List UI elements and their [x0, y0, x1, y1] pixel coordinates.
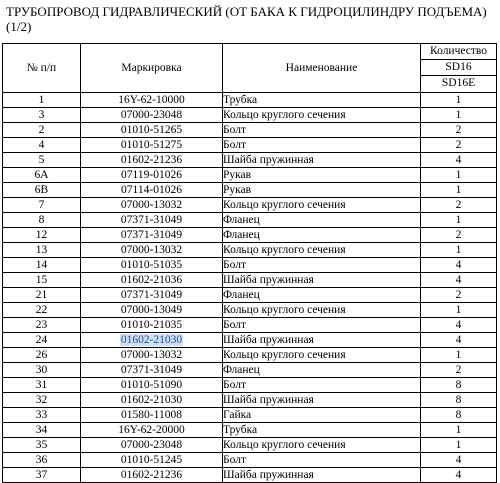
- cell-num: 15: [3, 273, 81, 288]
- cell-mark: 01602-21236: [81, 468, 223, 483]
- cell-name: Болт: [223, 453, 421, 468]
- cell-qty: 4: [421, 318, 497, 333]
- cell-num: 33: [3, 408, 81, 423]
- cell-num: 1: [3, 93, 81, 108]
- cell-qty: 2: [421, 288, 497, 303]
- cell-qty: 1: [421, 348, 497, 363]
- cell-num: 23: [3, 318, 81, 333]
- cell-qty: 8: [421, 393, 497, 408]
- cell-num: 24: [3, 333, 81, 348]
- cell-name: Болт: [223, 123, 421, 138]
- table-row: [3, 108, 497, 123]
- cell-num: 14: [3, 258, 81, 273]
- cell-name: Трубка: [223, 423, 421, 438]
- cell-num: 37: [3, 468, 81, 483]
- cell-mark: 01010-51245: [81, 453, 223, 468]
- cell-qty: 1: [421, 93, 497, 108]
- cell-qty: 1: [421, 423, 497, 438]
- table-row: [3, 123, 497, 138]
- cell-num: 30: [3, 363, 81, 378]
- cell-mark: 07000-13032: [81, 243, 223, 258]
- cell-qty: 2: [421, 198, 497, 213]
- table-row: [3, 468, 497, 483]
- cell-name: Кольцо круглого сечения: [223, 303, 421, 318]
- table-row: [3, 378, 497, 393]
- cell-num: 32: [3, 393, 81, 408]
- cell-name: Фланец: [223, 213, 421, 228]
- table-row: [3, 183, 497, 198]
- cell-qty: 2: [421, 363, 497, 378]
- cell-name: Шайба пружинная: [223, 393, 421, 408]
- table-row: [3, 138, 497, 153]
- cell-mark: 07000-23048: [81, 108, 223, 123]
- header-num: № п/п: [3, 44, 81, 93]
- table-row: [3, 333, 497, 348]
- cell-num: 4: [3, 138, 81, 153]
- cell-mark: [81, 333, 223, 348]
- cell-num: 5: [3, 153, 81, 168]
- cell-num: 3: [3, 108, 81, 123]
- table-row: [3, 168, 497, 183]
- cell-qty: 4: [421, 453, 497, 468]
- table-row: [3, 228, 497, 243]
- table-row: [3, 318, 497, 333]
- cell-name: Фланец: [223, 363, 421, 378]
- table-row: [3, 453, 497, 468]
- cell-name: Кольцо круглого сечения: [223, 348, 421, 363]
- cell-num: 6A: [3, 168, 81, 183]
- cell-qty: 1: [421, 303, 497, 318]
- cell-name: Кольцо круглого сечения: [223, 108, 421, 123]
- cell-num: 2: [3, 123, 81, 138]
- cell-num: 31: [3, 378, 81, 393]
- cell-qty: 1: [421, 243, 497, 258]
- table-row: [3, 348, 497, 363]
- cell-mark: 07371-31049: [81, 363, 223, 378]
- cell-qty: 4: [421, 333, 497, 348]
- cell-mark: 07371-31049: [81, 288, 223, 303]
- cell-mark: 07000-13032: [81, 348, 223, 363]
- header-qty-sd16e: SD16E: [441, 77, 476, 89]
- cell-num: 13: [3, 243, 81, 258]
- cell-qty: 2: [421, 228, 497, 243]
- cell-num: 34: [3, 423, 81, 438]
- cell-mark: 07000-13049: [81, 303, 223, 318]
- table-row: [3, 423, 497, 438]
- cell-qty: 4: [421, 153, 497, 168]
- cell-num: 22: [3, 303, 81, 318]
- cell-qty: 1: [421, 183, 497, 198]
- cell-qty: 1: [421, 213, 497, 228]
- cell-mark: 01010-51275: [81, 138, 223, 153]
- table-row: [3, 93, 497, 108]
- cell-mark: 01010-21035: [81, 318, 223, 333]
- table-row: [3, 408, 497, 423]
- table-row: [3, 303, 497, 318]
- cell-name: Кольцо круглого сечения: [223, 243, 421, 258]
- cell-name: Кольцо круглого сечения: [223, 198, 421, 213]
- header-qty-label: Количество: [421, 44, 496, 60]
- cell-mark: 01010-51035: [81, 258, 223, 273]
- cell-name: Рукав: [223, 168, 421, 183]
- cell-qty: 4: [421, 273, 497, 288]
- cell-name: Фланец: [223, 228, 421, 243]
- cell-name: Рукав: [223, 183, 421, 198]
- cell-mark: 01602-21236: [81, 153, 223, 168]
- cell-mark: 01602-21036: [81, 273, 223, 288]
- header-qty-sd16: SD16: [421, 60, 496, 76]
- cell-mark: 07114-01026: [81, 183, 223, 198]
- document-title: [6, 4, 498, 34]
- table-row: [3, 153, 497, 168]
- cell-mark: 16Y-62-10000: [81, 93, 223, 108]
- parts-table: [2, 43, 497, 483]
- title-line-1: ТРУБОПРОВОД ГИДРАВЛИЧЕСКИЙ (ОТ БАКА К ГИДРОЦИЛИНДРУ ПОДЪЕМА): [6, 4, 487, 19]
- table-row: [3, 393, 497, 408]
- table-row: [3, 288, 497, 303]
- table-row: [3, 198, 497, 213]
- header-qty: [421, 44, 497, 93]
- cell-mark: 07000-13032: [81, 198, 223, 213]
- cell-mark: 07371-31049: [81, 228, 223, 243]
- cell-name: Трубка: [223, 93, 421, 108]
- cell-name: Болт: [223, 138, 421, 153]
- cell-qty: 2: [421, 138, 497, 153]
- highlighted-part-number: 01602-21030: [120, 334, 183, 346]
- cell-num: 35: [3, 438, 81, 453]
- table-row: [3, 273, 497, 288]
- cell-mark: 16Y-62-20000: [81, 423, 223, 438]
- cell-qty: 8: [421, 408, 497, 423]
- cell-mark: 01010-51090: [81, 378, 223, 393]
- table-row: [3, 258, 497, 273]
- cell-num: 12: [3, 228, 81, 243]
- header-name: Наименование: [223, 44, 421, 93]
- cell-num: 21: [3, 288, 81, 303]
- table-row: [3, 363, 497, 378]
- table-body: [3, 93, 497, 483]
- cell-name: Шайба пружинная: [223, 273, 421, 288]
- cell-qty: 4: [421, 468, 497, 483]
- cell-num: 26: [3, 348, 81, 363]
- title-line-2: (1/2): [6, 19, 32, 34]
- cell-num: 36: [3, 453, 81, 468]
- cell-num: 7: [3, 198, 81, 213]
- cell-name: Шайба пружинная: [223, 468, 421, 483]
- cell-num: 8: [3, 213, 81, 228]
- cell-qty: 2: [421, 123, 497, 138]
- cell-mark: 07000-23048: [81, 438, 223, 453]
- cell-name: Болт: [223, 378, 421, 393]
- table-row: [3, 438, 497, 453]
- cell-name: Болт: [223, 258, 421, 273]
- cell-mark: 07371-31049: [81, 213, 223, 228]
- cell-name: Кольцо круглого сечения: [223, 438, 421, 453]
- cell-num: 6B: [3, 183, 81, 198]
- cell-mark: 01010-51265: [81, 123, 223, 138]
- cell-name: Шайба пружинная: [223, 153, 421, 168]
- cell-mark: 01602-21030: [81, 393, 223, 408]
- table-row: [3, 243, 497, 258]
- cell-name: Болт: [223, 318, 421, 333]
- header-row: [3, 44, 497, 93]
- cell-qty: 1: [421, 108, 497, 123]
- cell-qty: 8: [421, 378, 497, 393]
- cell-qty: 1: [421, 168, 497, 183]
- cell-qty: 4: [421, 258, 497, 273]
- cell-qty: 1: [421, 438, 497, 453]
- cell-mark: 07119-01026: [81, 168, 223, 183]
- cell-name: Шайба пружинная: [223, 333, 421, 348]
- header-mark: Маркировка: [81, 44, 223, 93]
- table-row: [3, 213, 497, 228]
- cell-mark: 01580-11008: [81, 408, 223, 423]
- cell-name: Фланец: [223, 288, 421, 303]
- cell-name: Гайка: [223, 408, 421, 423]
